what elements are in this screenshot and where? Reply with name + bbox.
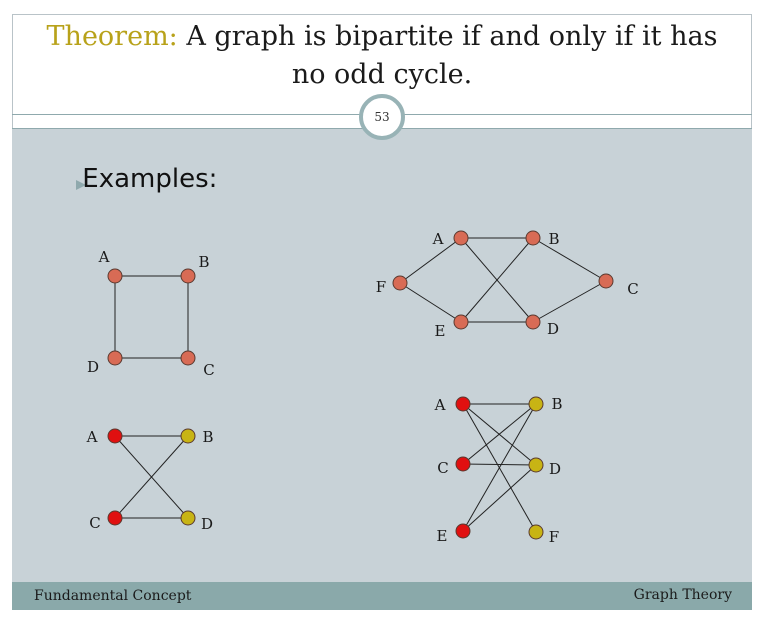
node-label-a: A [86,428,98,446]
node-e [456,524,470,538]
title-text: A graph is bipartite if and only if it has no odd cycle. [177,21,718,90]
node-label-d: D [86,358,100,376]
node-label-a: A [434,396,446,414]
graph-square-4-cycle [87,248,215,379]
footer-bar [12,582,752,610]
node-label-b: B [551,395,563,413]
graph-bipartite-large [434,395,563,546]
node-label-f: F [375,278,387,296]
node-label-e: E [434,322,446,340]
node-d [181,511,195,525]
node-a [108,429,122,443]
node-label-a: A [98,248,110,266]
node-f [529,525,543,539]
node-label-d: D [546,320,560,338]
edge-b-c [533,238,606,281]
title-keyword: Theorem: [46,21,178,52]
node-a [456,397,470,411]
edge-e-f [400,283,461,322]
node-c [456,457,470,471]
edge-c-d [463,464,536,465]
node-e [454,315,468,329]
node-label-b: B [198,253,210,271]
node-label-d: D [200,515,214,533]
node-label-e: E [436,527,448,545]
node-label-d: D [548,460,562,478]
node-label-c: C [627,280,639,298]
node-c [181,351,195,365]
node-b [526,231,540,245]
node-label-a: A [432,230,444,248]
node-label-c: C [89,514,101,532]
node-b [181,269,195,283]
node-label-f: F [548,528,560,546]
node-label-b: B [548,230,560,248]
node-label-b: B [202,428,214,446]
graph-bipartite-small [86,428,214,533]
edge-e-d [463,465,536,531]
footer-left-text: Fundamental Concept [34,588,192,604]
edge-c-d [533,281,606,322]
node-b [529,397,543,411]
node-d [108,351,122,365]
graph-hexagon-6-cycle [376,230,639,340]
footer-right-text: Graph Theory [633,587,732,603]
node-d [529,458,543,472]
node-a [108,269,122,283]
node-f [393,276,407,290]
node-d [526,315,540,329]
node-c [108,511,122,525]
slide-number-badge: 53 [359,94,405,140]
examples-label: Examples: [82,164,218,194]
node-a [454,231,468,245]
node-label-c: C [203,361,215,379]
node-b [181,429,195,443]
node-label-c: C [437,459,449,477]
node-c [599,274,613,288]
edge-f-a [400,238,461,283]
